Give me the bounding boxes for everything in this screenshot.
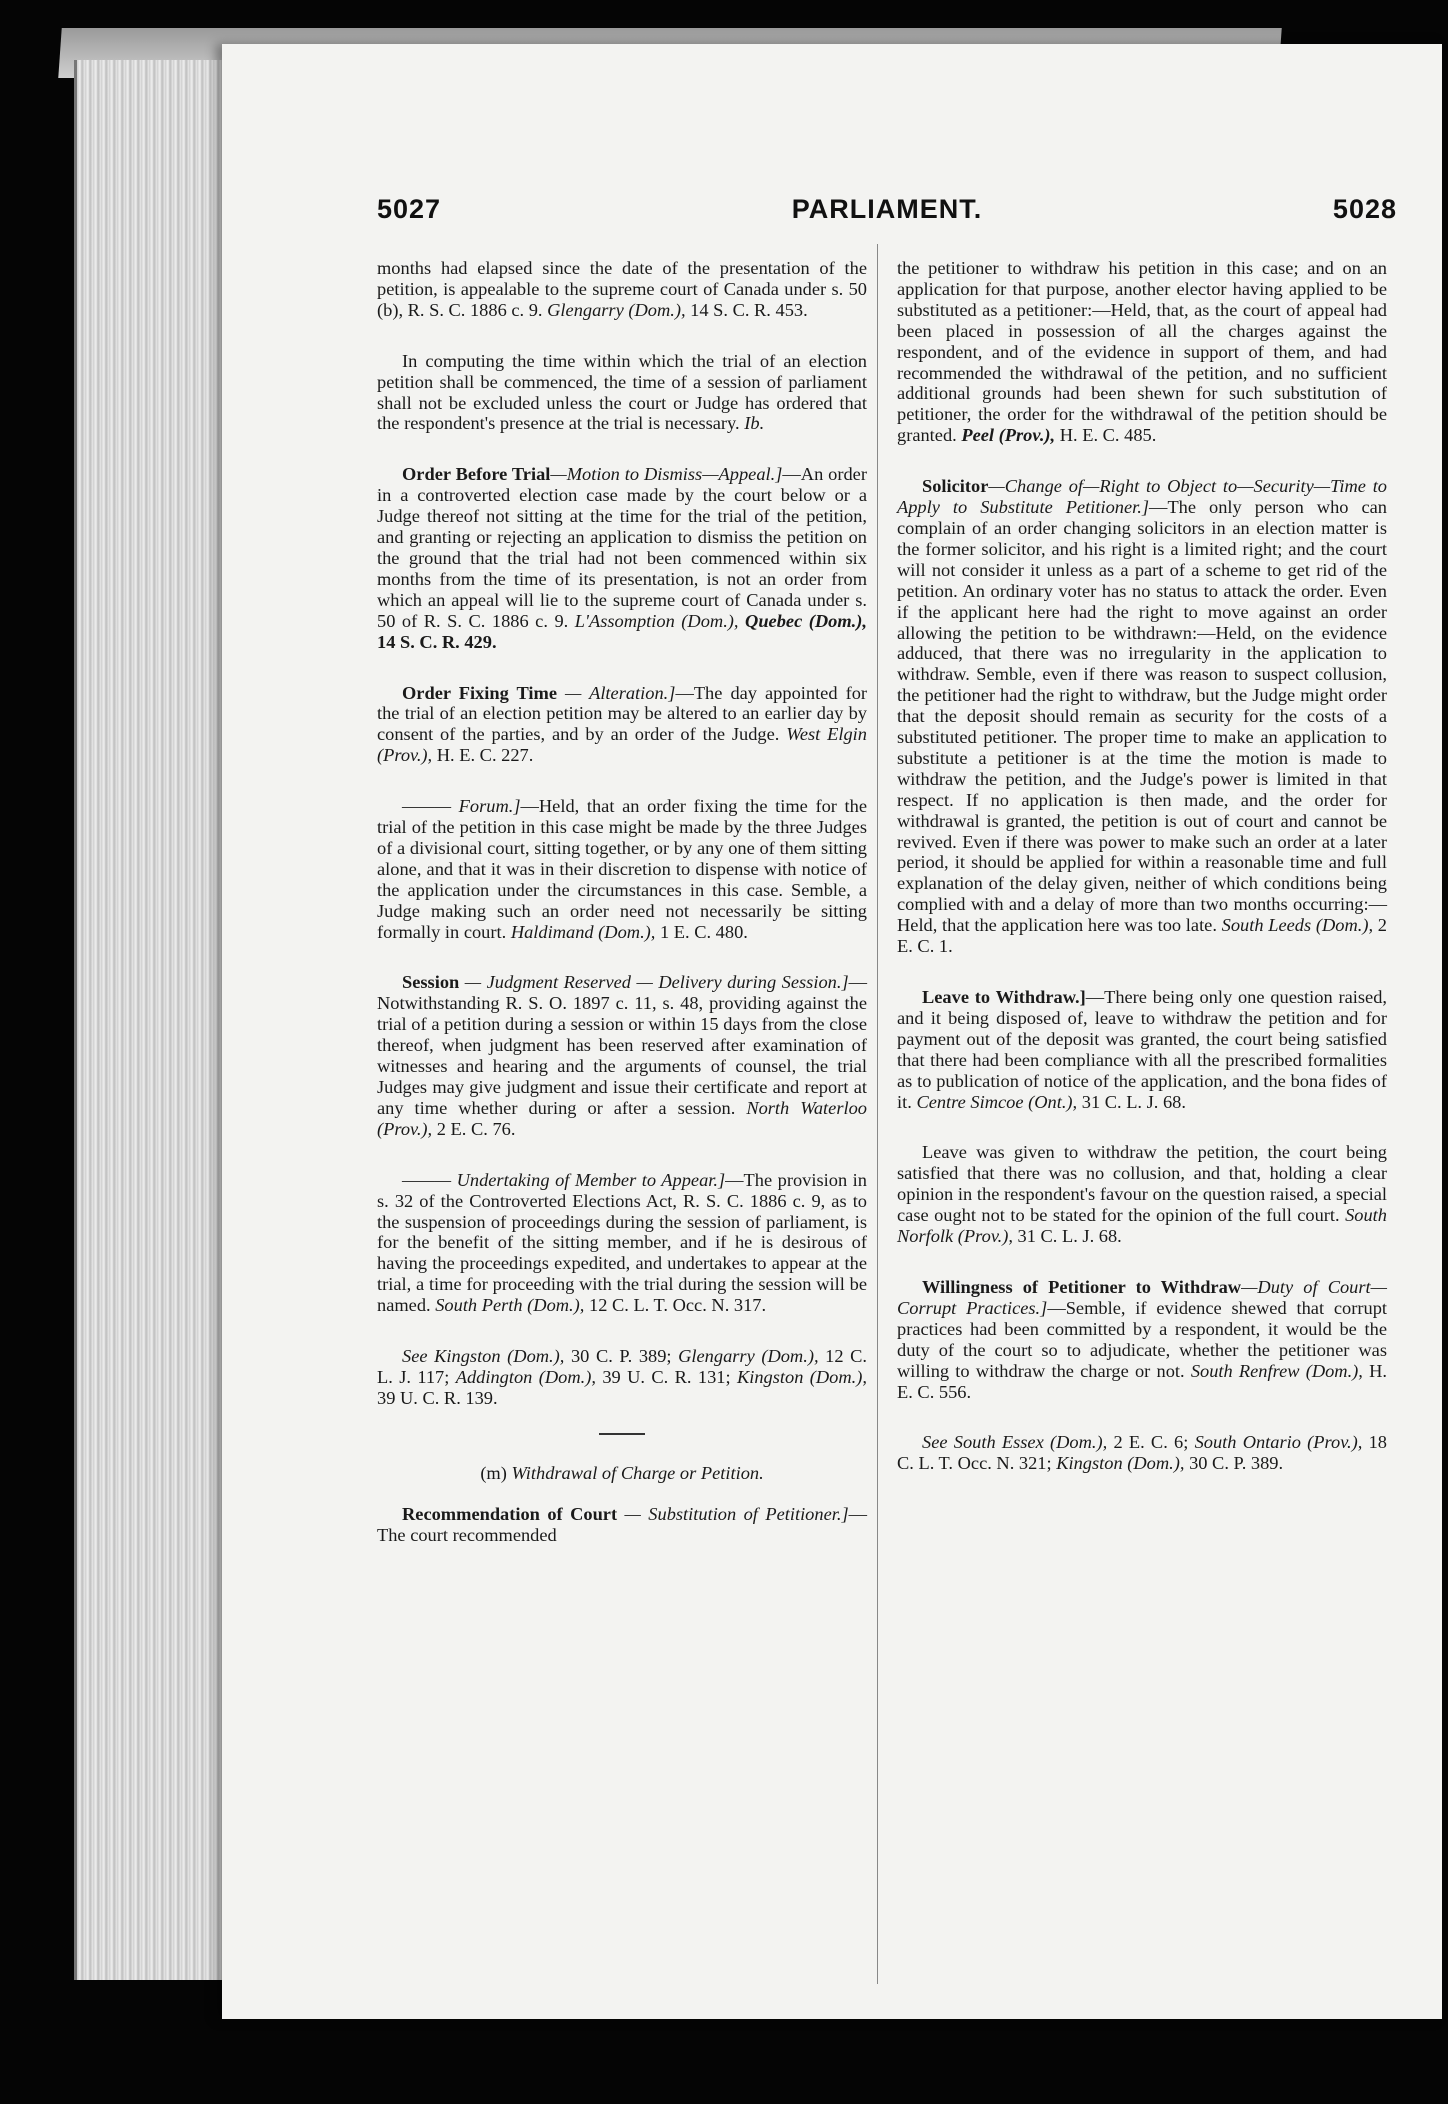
entry-undertaking: ——— Undertaking of Member to Appear.]—The provision in s. 32 of the Controverted Elections Act, R. S. C. 1886 c. 9, as to the suspension of proceedings during the session of parliament, is for the benefit of the sitting member, and if he is desirous of having the proceedings expedited, and undertakes to appear at the trial, a time for proceeding with the trial during the session will be named. South Perth (Dom.), 12 C. L. T. Occ. N. 317.: [377, 1169, 867, 1316]
see-also-right: See South Essex (Dom.), 2 E. C. 6; South Ontario (Prov.), 18 C. L. T. Occ. N. 321; Kingston (Dom.), 30 C. P. 389.: [897, 1432, 1387, 1474]
entry-order-before-trial: Order Before Trial—Motion to Dismiss—Appeal.]—An order in a controverted election case made by the court below or a Judge thereof not sitting at the time for the trial of the petition, and granting or rejecting an application to dismiss the petition on the ground that the trial had not been commenced within six months from the time of its presentation, is not an order from which an appeal will lie to the supreme court of Canada under s. 50 of R. S. C. 1886 c. 9. L'Assomption (Dom.), Quebec (Dom.), 14 S. C. R. 429.: [377, 464, 867, 652]
right-column: [897, 258, 1387, 1504]
entry-session: Session — Judgment Reserved — Delivery during Session.]—Notwithstanding R. S. O. 1897 c. 11, s. 48, providing against the trial of a petition during a session or within 15 days from the close thereof, when judgment has been reserved after examination of witnesses and hearing and the arguments of counsel, the trial Judges may give judgment and issue their certificate and report at any time whether during or after a session. North Waterloo (Prov.), 2 E. C. 76.: [377, 972, 867, 1139]
running-title: PARLIAMENT.: [791, 194, 983, 224]
paragraph-leave-given: Leave was given to withdraw the petition, the court being satisfied that there was no collusion, and that, holding a clear opinion in the respondent's favour on the question raised, a special case ought not to be stated for the opinion of the full court. South Norfolk (Prov.), 31 C. L. J. 68.: [897, 1142, 1387, 1247]
column-divider: [877, 244, 878, 1984]
page-number-left: 5027: [377, 194, 442, 224]
section-heading: (m) Withdrawal of Charge or Petition.: [480, 1462, 764, 1483]
entry-solicitor: Solicitor—Change of—Right to Object to—Security—Time to Apply to Substitute Petitioner.]—The only person who can complain of an order changing solicitors in an election matter is the former solicitor, and his right is a limited right; and the court will not consider it unless as a part of a scheme to get rid of the petition. An ordinary voter has no status to attack the order. Even if the applicant here had the right to move against an order allowing the petition to be withdrawn:—Held, on the evidence adduced, that there was no irregularity in the application to withdraw. Semble, even if there was reason to suspect collusion, the petitioner had the right to withdraw, but the Judge might order that the deposit should remain as security for the costs of a substituted petitioner. The proper time to make an application to substitute a petitioner is at the time the motion is made to withdraw the petition, and the Judge's power is limited in that respect. If no application is then made, and the order for withdrawal is granted, the petition is out of court and cannot be revived. Even if there was power to make such an order at a later period, it should be applied for within a reasonable time and full explanation of the delay given, neither of which conditions being complied with and a delay of more than two months occurring:—Held, that the application here was too late. South Leeds (Dom.), 2 E. C. 1.: [897, 476, 1387, 957]
entry-recommendation-of-court: Recommendation of Court — Substitution of Petitioner.]—The court recommended: [377, 1503, 868, 1545]
paragraph-continued: months had elapsed since the date of the presentation of the petition, is appealable to the supreme court of Canada under s. 50 (b), R. S. C. 1886 c. 9. Glengarry (Dom.), 14 S. C. R. 453.: [377, 258, 867, 320]
entry-forum: ——— Forum.]—Held, that an order fixing the time for the trial of the petition in this case might be made by the three Judges of a divisional court, sitting together, or by any one of them sitting alone, and that it was in their discretion to dispense with notice of the application under the circumstances in this case. Semble, a Judge making such an order need not necessarily be sitting formally in court. Haldimand (Dom.), 1 E. C. 480.: [377, 796, 868, 942]
entry-willingness-of-petitioner: Willingness of Petitioner to Withdraw—Duty of Court—Corrupt Practices.]—Semble, if evidence shewed that corrupt practices had been committed by a respondent, it would be the duty of the court so to adjudicate, whether the petitioner was willing to withdraw the charge or not. South Renfrew (Dom.), H. E. C. 556.: [897, 1276, 1388, 1402]
page-header: [377, 194, 1397, 238]
left-column: [377, 258, 867, 1576]
see-also-left: See Kingston (Dom.), 30 C. P. 389; Glengarry (Dom.), 12 C. L. J. 117; Addington (Dom.), 39 U. C. R. 131; Kingston (Dom.), 39 U. C. R. 139.: [377, 1346, 868, 1408]
entry-leave-to-withdraw: Leave to Withdraw.]—There being only one question raised, and it being disposed of, leave to withdraw the petition and for payment out of the deposit was granted, the court being satisfied that there had been compliance with all the prescribed formalities as to publication of notice of the application, and the bona fides of it. Centre Simcoe (Ont.), 31 C. L. J. 68.: [897, 987, 1387, 1112]
section-divider: [599, 1433, 645, 1435]
paragraph-continued-right: the petitioner to withdraw his petition in this case; and on an application for that purpose, another elector having applied to be substituted as a petitioner:—Held, that, as the court of appeal had been placed in possession of all the charges against the respondent, and of the evidence in support of them, and had recommended the withdrawal of the petition, and no sufficient additional grounds had been shewn for such substitution of petitioner, the order for the withdrawal of the petition should be granted. Peel (Prov.), H. E. C. 485.: [897, 258, 1387, 446]
page-number-right: 5028: [1332, 194, 1397, 224]
paragraph-computing-time: In computing the time within which the trial of an election petition shall be commenced, the time of a session of parliament shall not be excluded unless the court or Judge has ordered that the respondent's presence at the trial is necessary. Ib.: [377, 350, 867, 434]
book-page-edges: [74, 60, 227, 1980]
entry-order-fixing-time: Order Fixing Time — Alteration.]—The day appointed for the trial of an election petition may be altered to an earlier day by consent of the parties, and by an order of the Judge. West Elgin (Prov.), H. E. C. 227.: [377, 682, 868, 766]
book-page: [222, 44, 1442, 2019]
